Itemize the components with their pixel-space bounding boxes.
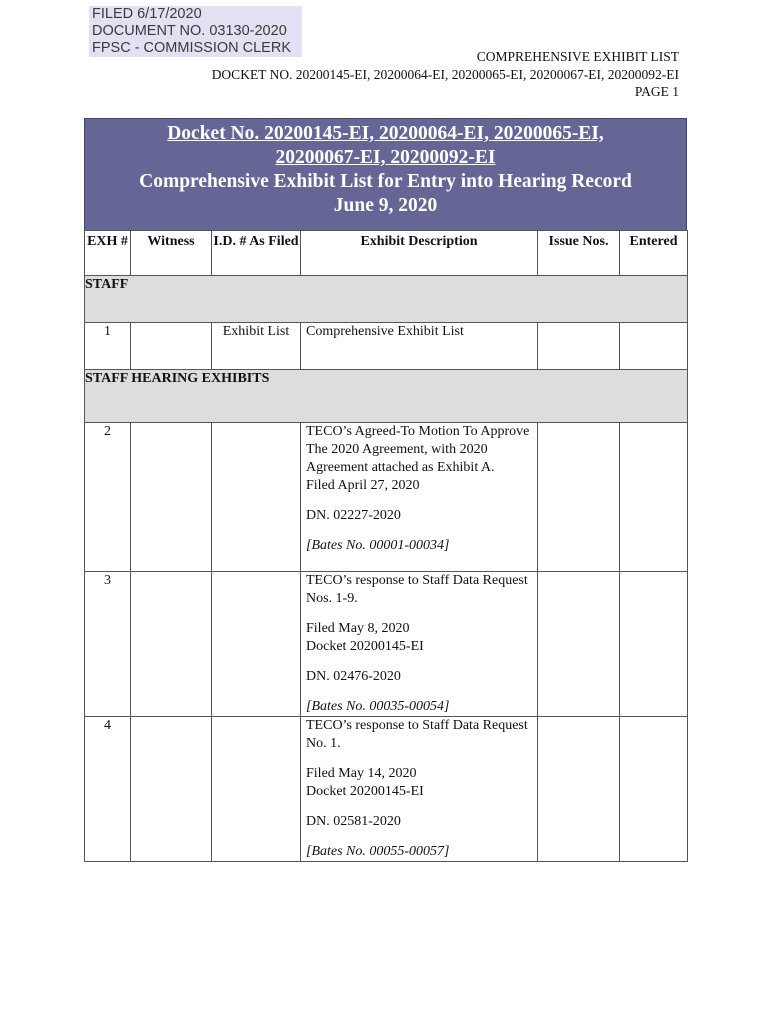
cell-exh: 2 — [85, 423, 131, 572]
cell-id-as-filed: Exhibit List — [212, 323, 301, 370]
description-bates-number: [Bates No. 00001-00034] — [306, 538, 450, 553]
table-header-row — [85, 231, 688, 276]
cell-issue-nos — [538, 572, 620, 717]
stamp-filed-date: FILED 6/17/2020 — [92, 6, 202, 22]
section-row-staff — [85, 276, 688, 323]
header-exh: EXH # — [85, 231, 131, 276]
header-exhibit-description: Exhibit Description — [301, 231, 538, 276]
cell-exh: 4 — [85, 717, 131, 862]
section-row-staff-hearing-exhibits — [85, 370, 688, 423]
header-issue-nos: Issue Nos. — [538, 231, 620, 276]
section-label-staff-hearing-exhibits: STAFF HEARING EXHIBITS — [85, 370, 688, 423]
title-docket-line-1: Docket No. 20200145-EI, 20200064-EI, 20200065-EI, — [167, 123, 604, 144]
cell-issue-nos — [538, 423, 620, 572]
cell-description — [301, 572, 538, 717]
description-bates-number: [Bates No. 00055-00057] — [306, 844, 450, 859]
running-header-title: COMPREHENSIVE EXHIBIT LIST — [476, 49, 679, 64]
running-header-page: PAGE 1 — [634, 84, 679, 99]
table-row — [85, 423, 688, 572]
cell-witness — [131, 423, 212, 572]
header-id-as-filed: I.D. # As Filed — [212, 231, 301, 276]
description-text: TECO’s Agreed-To Motion To Approve The 2020 Agreement, with 2020 Agreement attached as Exhibit A. — [306, 424, 530, 475]
description-bates-number: [Bates No. 00035-00054] — [306, 699, 450, 714]
description-filed-date: Filed May 8, 2020 — [306, 621, 410, 636]
cell-entered — [620, 572, 688, 717]
description-docket: Docket 20200145-EI — [306, 784, 424, 799]
title-docket-line-2: 20200067-EI, 20200092-EI — [275, 147, 496, 168]
running-header-dockets: DOCKET NO. 20200145-EI, 20200064-EI, 20200065-EI, 20200067-EI, 20200092-EI — [211, 66, 679, 82]
description-text: TECO’s response to Staff Data Request No. 1. — [306, 718, 528, 751]
description-document-number: DN. 02476-2020 — [306, 669, 401, 684]
cell-exh: 3 — [85, 572, 131, 717]
cell-entered — [620, 717, 688, 862]
cell-description: Comprehensive Exhibit List — [301, 323, 538, 370]
cell-id-as-filed — [212, 717, 301, 862]
description-docket: Docket 20200145-EI — [306, 639, 424, 654]
table-row — [85, 323, 688, 370]
cell-issue-nos — [538, 717, 620, 862]
running-header — [212, 48, 679, 101]
title-date: June 9, 2020 — [333, 195, 438, 216]
cell-id-as-filed — [212, 423, 301, 572]
cell-description — [301, 423, 538, 572]
stamp-document-number: DOCUMENT NO. 03130-2020 — [92, 23, 287, 39]
table-row — [85, 717, 688, 862]
description-filed-date: Filed May 14, 2020 — [306, 766, 417, 781]
title-subtitle: Comprehensive Exhibit List for Entry into Hearing Record — [139, 171, 632, 192]
header-witness: Witness — [131, 231, 212, 276]
section-label-staff: STAFF — [85, 276, 688, 323]
cell-exh: 1 — [85, 323, 131, 370]
title-block — [84, 118, 687, 230]
cell-witness — [131, 717, 212, 862]
cell-entered — [620, 423, 688, 572]
description-document-number: DN. 02581-2020 — [306, 814, 401, 829]
table-row — [85, 572, 688, 717]
cell-witness — [131, 572, 212, 717]
cell-description — [301, 717, 538, 862]
header-entered: Entered — [620, 231, 688, 276]
cell-entered — [620, 323, 688, 370]
stamp-commission-clerk: FPSC - COMMISSION CLERK — [92, 40, 291, 56]
exhibit-table — [84, 230, 688, 862]
cell-issue-nos — [538, 323, 620, 370]
description-document-number: DN. 02227-2020 — [306, 508, 401, 523]
cell-id-as-filed — [212, 572, 301, 717]
cell-witness — [131, 323, 212, 370]
description-text: TECO’s response to Staff Data Request Nos. 1-9. — [306, 573, 528, 606]
description-filed-date: Filed April 27, 2020 — [306, 478, 420, 493]
